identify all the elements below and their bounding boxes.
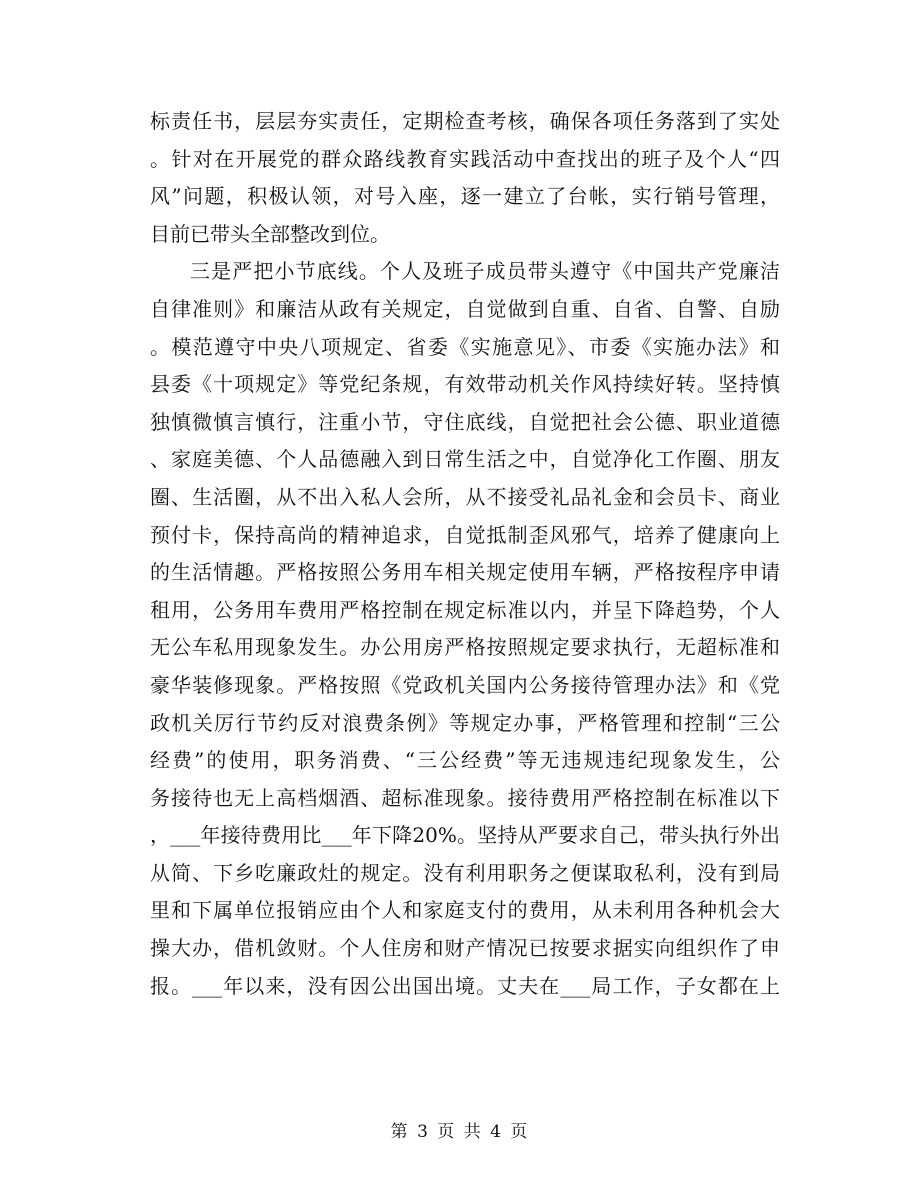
text-line: 操大办，借机敛财。个人住房和财产情况已按要求据实向组织作了申 bbox=[150, 936, 780, 961]
text-line: 的生活情趣。严格按照公务用车相关规定使用车辆，严格按程序申请 bbox=[150, 560, 780, 585]
text-line: 务接待也无上高档烟酒、超标准现象。接待费用严格控制在标准以下 bbox=[150, 785, 780, 810]
text-line: 自律准则》和廉洁从政有关规定，自觉做到自重、自省、自警、自励 bbox=[150, 296, 780, 321]
text-line: 从简、下乡吃廉政灶的规定。没有利用职务之便谋取私利，没有到局 bbox=[150, 860, 780, 885]
text-line: 县委《十项规定》等党纪条规，有效带动机关作风持续好转。坚持慎 bbox=[150, 372, 780, 397]
text-line: 里和下属单位报销应由个人和家庭支付的费用，从未利用各种机会大 bbox=[150, 898, 780, 923]
text-line: 豪华装修现象。严格按照《党政机关国内公务接待管理办法》和《党 bbox=[150, 672, 780, 697]
text-line: 政机关厉行节约反对浪费条例》等规定办事，严格管理和控制“三公 bbox=[150, 710, 780, 735]
text-line: 风”问题，积极认领，对号入座，逐一建立了台帐，实行销号管理， bbox=[150, 184, 780, 209]
text-line-indented: 三是严把小节底线。个人及班子成员带头遵守《中国共产党廉洁 bbox=[190, 259, 780, 284]
text-line: 租用，公务用车费用严格控制在规定标准以内，并呈下降趋势，个人 bbox=[150, 597, 780, 622]
text-line: 圈、生活圈，从不出入私人会所，从不接受礼品礼金和会员卡、商业 bbox=[150, 484, 780, 509]
text-line: 目前已带头全部整改到位。 bbox=[150, 221, 390, 246]
text-line: 。针对在开展党的群众路线教育实践活动中查找出的班子及个人“四 bbox=[150, 146, 780, 171]
text-line: 独慎微慎言慎行，注重小节，守住底线，自觉把社会公德、职业道德 bbox=[150, 409, 780, 434]
text-line: 标责任书，层层夯实责任，定期检查考核，确保各项任务落到了实处 bbox=[150, 109, 780, 133]
text-line: 、家庭美德、个人品德融入到日常生活之中，自觉净化工作圈、朋友 bbox=[150, 447, 780, 472]
page-number-footer: 第 3 页 共 4 页 bbox=[390, 1122, 530, 1142]
text-line: 预付卡，保持高尚的精神追求，自觉抵制歪风邪气，培养了健康向上 bbox=[150, 522, 780, 547]
body-text bbox=[150, 103, 780, 1005]
text-line: 。模范遵守中央八项规定、省委《实施意见》、市委《实施办法》和 bbox=[150, 334, 780, 359]
text-line: 无公车私用现象发生。办公用房严格按照规定要求执行，无超标准和 bbox=[150, 635, 780, 660]
text-line: 经费”的使用，职务消费、“三公经费”等无违规违纪现象发生，公 bbox=[150, 748, 780, 773]
text-line: 报。___年以来，没有因公出国出境。丈夫在___局工作，子女都在上 bbox=[150, 973, 780, 998]
text-line: ，___年接待费用比___年下降20%。坚持从严要求自己，带头执行外出 bbox=[150, 823, 780, 848]
